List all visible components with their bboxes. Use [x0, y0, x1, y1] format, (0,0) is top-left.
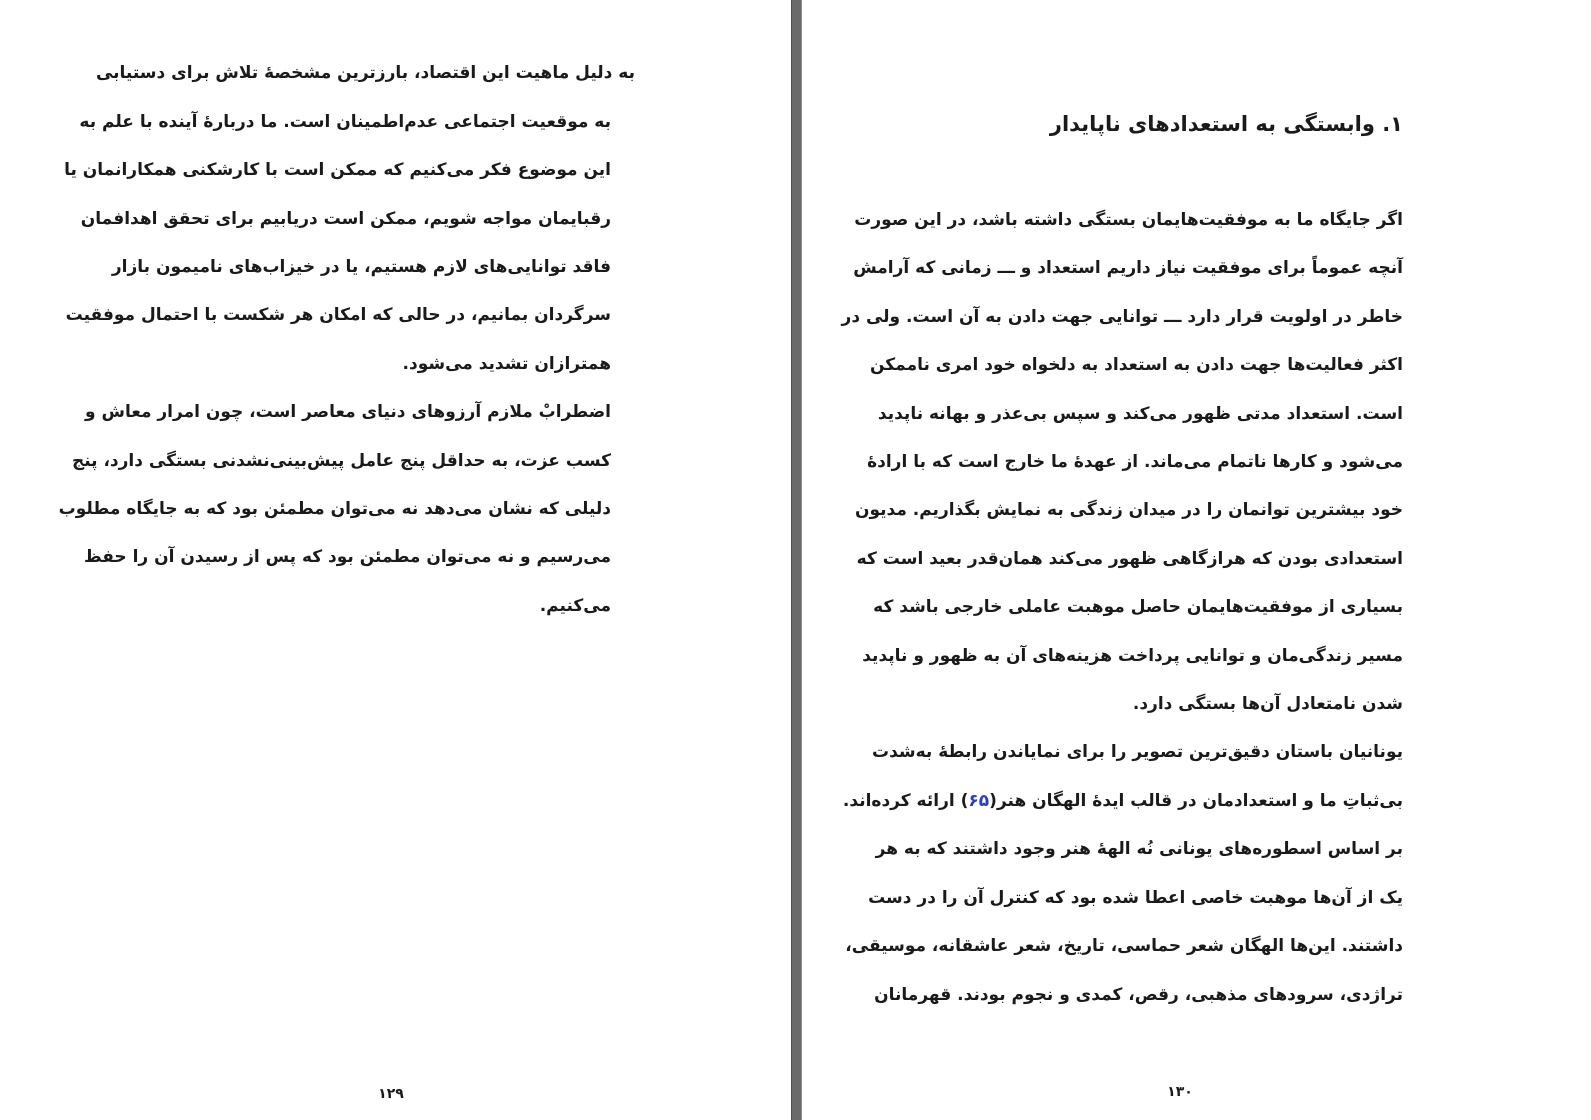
left-page — [0, 0, 791, 1120]
right-line-13 — [843, 789, 1403, 813]
left-line-1: به دلیل ماهیت این اقتصاد، بارزترین مشخصهٔ تلاش برای دستیابی — [95, 63, 635, 83]
right-line-4: اکثر فعالیت‌ها جهت دادن به استعداد به دلخواه خود امری ناممکن — [869, 355, 1403, 375]
right-line-15: یک از آن‌ها موهبت خاصی اعطا شده بود که کنترل آن را در دست — [868, 888, 1403, 908]
right-line-10: مسیر زندگی‌مان و توانایی پرداخت هزینه‌های آن به ظهور و ناپدید — [862, 646, 1403, 666]
footnote-paren-close: ) — [960, 791, 969, 811]
left-line-5: فاقد توانایی‌های لازم هستیم، یا در خیزاب‌های نامیمون بازار — [111, 257, 611, 277]
right-line-16: داشتند. این‌ها الهگان شعر حماسی، تاریخ، شعر عاشقانه، موسیقی، — [845, 936, 1403, 956]
left-line-11: می‌رسیم و نه می‌توان مطمئن بود که پس از رسیدن آن را حفظ — [83, 547, 611, 567]
left-line-6: سرگردان بمانیم، در حالی که امکان هر شکست با احتمال موفقیت — [65, 305, 611, 325]
left-line-8: اضطرابْ ملازم آرزوهای دنیای معاصر است، چون امرار معاش و — [85, 402, 611, 422]
right-page — [802, 0, 1591, 1120]
page-number-left: ۱۲۹ — [378, 1086, 404, 1102]
right-line-6: می‌شود و کارها ناتمام می‌ماند. از عهدهٔ ما خارج است که با ارادهٔ — [867, 452, 1403, 472]
left-line-9: کسب عزت، به حداقل پنج عامل پیش‌بینی‌نشدنی بستگی دارد، پنج — [71, 451, 611, 471]
left-line-3: این موضوع فکر می‌کنیم که ممکن است با کارشکنی همکارانمان یا — [64, 160, 611, 180]
left-line-10: دلیلی که نشان می‌دهد نه می‌توان مطمئن بود که به جایگاه مطلوب — [58, 499, 611, 519]
right-line-14: بر اساس اسطوره‌های یونانی نُه الههٔ هنر وجود داشتند که به هر — [875, 839, 1403, 859]
right-line-11: شدن نامتعادل آن‌ها بستگی دارد. — [1132, 694, 1403, 714]
right-line-9: بسیاری از موفقیت‌هایمان حاصل موهبت عاملی خارجی باشد که — [873, 597, 1403, 617]
right-line-3: خاطر در اولویت قرار دارد ـــ توانایی جهت دادن به آن است. ولی در — [841, 307, 1403, 327]
right-line-13-text: بی‌ثباتِ ما و استعدادمان در قالب ایدهٔ الهگان هنر — [996, 791, 1403, 811]
section-heading: ۱. وابستگی به استعدادهای ناپایدار — [1049, 112, 1403, 136]
footnote-paren-open: ( — [989, 791, 997, 811]
left-line-7: همترازان تشدید می‌شود. — [402, 354, 611, 374]
left-line-2: به موقعیت اجتماعی عدم‌اطمینان است. ما دربارهٔ آینده با علم به — [79, 112, 611, 132]
right-line-13-tail: ارائه کرده‌اند. — [842, 791, 961, 811]
right-line-8: استعدادی بودن که هرازگاهی ظهور می‌کند همان‌قدر بعید است که — [856, 549, 1403, 569]
footnote-reference-link[interactable]: ۶۵ — [968, 791, 990, 811]
book-spine-divider — [791, 0, 802, 1120]
right-line-12: یونانیان باستان دقیق‌ترین تصویر را برای نمایاندن رابطهٔ به‌شدت — [871, 742, 1403, 762]
right-line-7: خود بیشترین توانمان را در میدان زندگی به نمایش بگذاریم. مدیون — [854, 500, 1403, 520]
right-line-5: است. استعداد مدتی ظهور می‌کند و سپس بی‌عذر و بهانه ناپدید — [877, 404, 1403, 424]
page-number-right: ۱۳۰ — [1167, 1084, 1193, 1100]
left-line-12: می‌کنیم. — [539, 596, 611, 616]
right-line-1: اگر جایگاه ما به موفقیت‌هایمان بستگی داشته باشد، در این صورت — [854, 210, 1403, 230]
right-line-2: آنچه عموماً برای موفقیت نیاز داریم استعداد و ـــ زمانی که آرامش — [853, 258, 1403, 278]
right-line-17: تراژدی، سرودهای مذهبی، رقص، کمدی و نجوم بودند. قهرمانان — [874, 985, 1403, 1005]
left-line-4: رقبایمان مواجه شویم، ممکن است دریابیم برای تحقق اهدافمان — [80, 209, 611, 229]
